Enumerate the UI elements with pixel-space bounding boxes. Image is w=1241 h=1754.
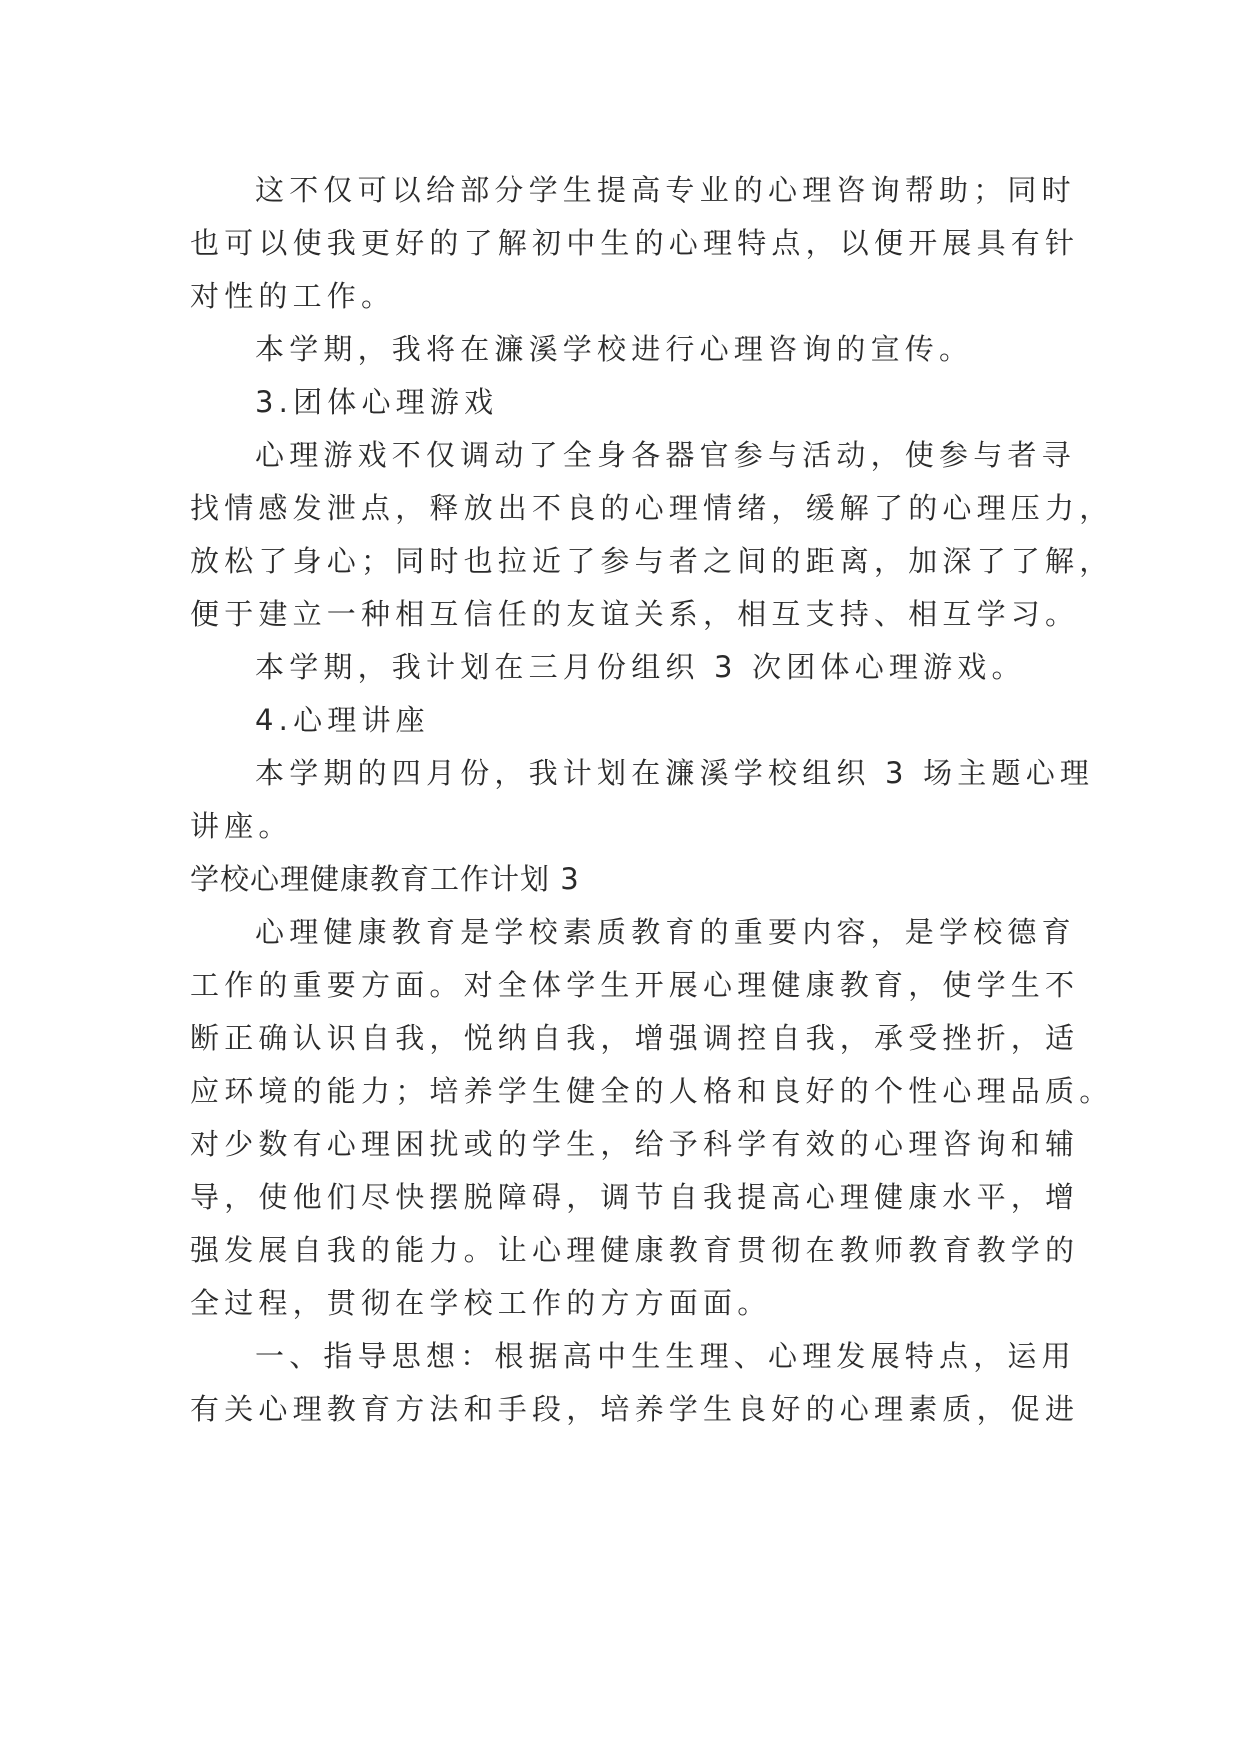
document-title: 学校心理健康教育工作计划 3 xyxy=(190,862,580,896)
section-heading: 4.心理讲座 xyxy=(255,703,430,737)
paragraph-line: 心理健康教育是学校素质教育的重要内容，是学校德育 xyxy=(255,915,1076,949)
paragraph-line: 心理游戏不仅调动了全身各器官参与活动，使参与者寻 xyxy=(255,438,1076,472)
paragraph-line: 放松了身心；同时也拉近了参与者之间的距离，加深了了解， xyxy=(190,544,1114,578)
paragraph-line: 这不仅可以给部分学生提高专业的心理咨询帮助；同时 xyxy=(255,173,1076,207)
paragraph-line: 对性的工作。 xyxy=(190,279,396,313)
paragraph-line: 应环境的能力；培养学生健全的人格和良好的个性心理品质。 xyxy=(190,1074,1114,1108)
paragraph-line: 本学期，我计划在三月份组织 3 次团体心理游戏。 xyxy=(255,650,1026,684)
paragraph-line: 全过程，贯彻在学校工作的方方面面。 xyxy=(190,1286,772,1320)
paragraph-line: 对少数有心理困扰或的学生，给予科学有效的心理咨询和辅 xyxy=(190,1127,1080,1161)
paragraph-line: 断正确认识自我，悦纳自我，增强调控自我，承受挫折，适 xyxy=(190,1021,1080,1055)
paragraph-line: 讲座。 xyxy=(190,809,293,843)
paragraph-line: 本学期，我将在濂溪学校进行心理咨询的宣传。 xyxy=(255,332,974,366)
paragraph-line: 本学期的四月份，我计划在濂溪学校组织 3 场主题心理 xyxy=(255,756,1095,790)
paragraph-line: 也可以使我更好的了解初中生的心理特点，以便开展具有针 xyxy=(190,226,1080,260)
paragraph-line: 便于建立一种相互信任的友谊关系，相互支持、相互学习。 xyxy=(190,597,1080,631)
paragraph-line: 工作的重要方面。对全体学生开展心理健康教育，使学生不 xyxy=(190,968,1080,1002)
paragraph-line: 有关心理教育方法和手段，培养学生良好的心理素质，促进 xyxy=(190,1392,1080,1426)
paragraph-line: 找情感发泄点，释放出不良的心理情绪，缓解了的心理压力， xyxy=(190,491,1114,525)
paragraph-line: 一、指导思想：根据高中生生理、心理发展特点，运用 xyxy=(255,1339,1076,1373)
paragraph-line: 导，使他们尽快摆脱障碍，调节自我提高心理健康水平，增 xyxy=(190,1180,1080,1214)
section-heading: 3.团体心理游戏 xyxy=(255,385,499,419)
paragraph-line: 强发展自我的能力。让心理健康教育贯彻在教师教育教学的 xyxy=(190,1233,1080,1267)
